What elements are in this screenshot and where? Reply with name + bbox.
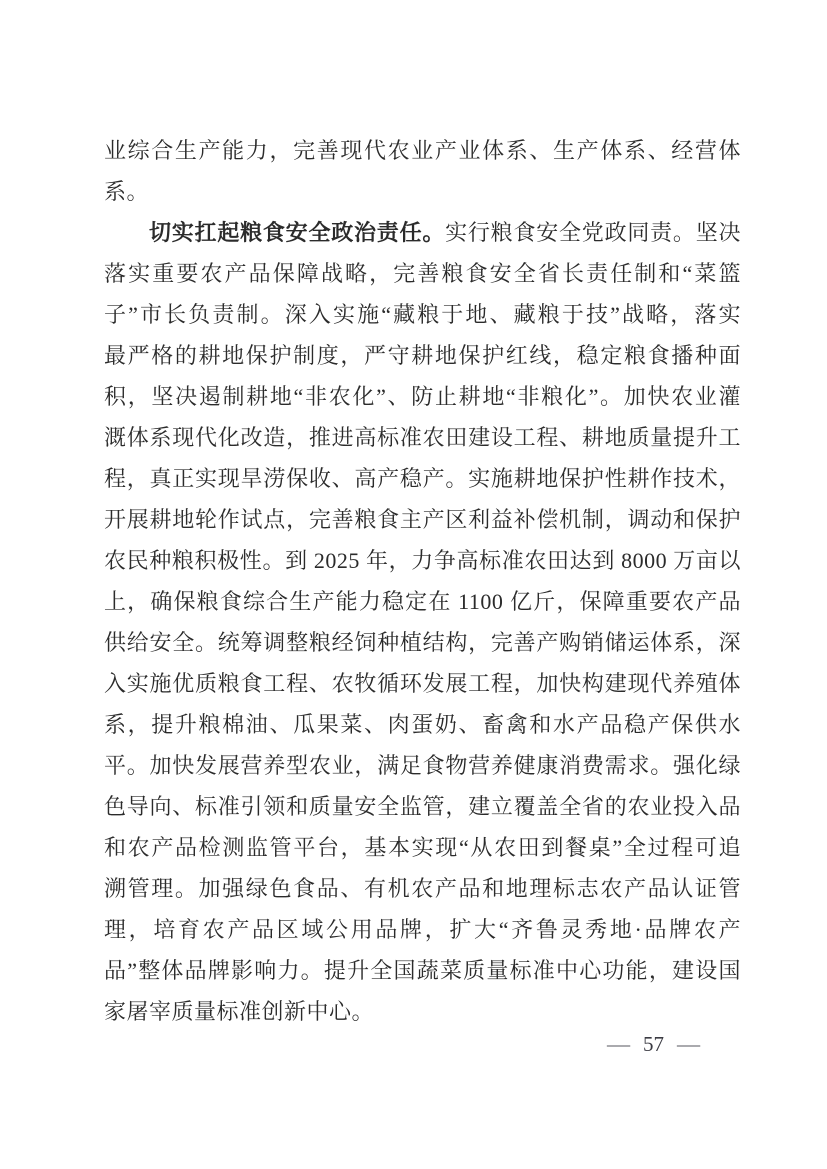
page-number: 57 <box>643 1032 664 1056</box>
body-line: 业综合生产能力，完善现代农业产业体系、生产体系、经营体 <box>104 138 741 163</box>
body-line: 开展耕地轮作试点，完善粮食主产区利益补偿机制，调动和保护 <box>104 507 741 532</box>
footer-right-dash: — <box>676 1032 701 1056</box>
body-line: 系。 <box>104 179 150 204</box>
body-line: 落实重要农产品保障战略，完善粮食安全省长责任制和“菜篮 <box>104 261 741 286</box>
body-line: 溉体系现代化改造，推进高标准农田建设工程、耕地质量提升工 <box>104 425 741 450</box>
paragraph-first-line <box>104 212 741 253</box>
paragraph-lead-rest: 实行粮食安全党政同责。坚决 <box>445 220 741 245</box>
body-line: 积，坚决遏制耕地“非农化”、防止耕地“非粮化”。加快农业灌 <box>104 384 741 409</box>
footer-left-dash: — <box>606 1032 631 1056</box>
body-line: 家屠宰质量标准创新中心。 <box>104 999 375 1024</box>
body-line: 供给安全。统筹调整粮经饲种植结构，完善产购销储运体系，深 <box>104 630 741 655</box>
document-body-text <box>104 130 741 1032</box>
body-line: 溯管理。加强绿色食品、有机农产品和地理标志农产品认证管 <box>104 876 741 901</box>
paragraph-lead-bold: 切实扛起粮食安全政治责任。 <box>149 220 446 245</box>
body-line: 最严格的耕地保护制度，严守耕地保护红线，稳定粮食播种面 <box>104 343 741 368</box>
body-line: 入实施优质粮食工程、农牧循环发展工程，加快构建现代养殖体 <box>104 671 741 696</box>
body-line: 品”整体品牌影响力。提升全国蔬菜质量标准中心功能，建设国 <box>104 958 741 983</box>
body-line: 农民种粮积极性。到 2025 年，力争高标准农田达到 8000 万亩以 <box>104 548 741 573</box>
body-line: 理，培育农产品区域公用品牌，扩大“齐鲁灵秀地·品牌农产 <box>104 917 741 942</box>
body-line: 平。加快发展营养型农业，满足食物营养健康消费需求。强化绿 <box>104 753 741 778</box>
body-line: 程，真正实现旱涝保收、高产稳产。实施耕地保护性耕作技术， <box>104 466 741 491</box>
body-line: 色导向、标准引领和质量安全监管，建立覆盖全省的农业投入品 <box>104 794 741 819</box>
body-line: 和农产品检测监管平台，基本实现“从农田到餐桌”全过程可追 <box>104 835 741 860</box>
body-line: 上，确保粮食综合生产能力稳定在 1100 亿斤，保障重要农产品 <box>104 589 741 614</box>
body-line: 系，提升粮棉油、瓜果菜、肉蛋奶、畜禽和水产品稳产保供水 <box>104 712 741 737</box>
body-line: 子”市长负责制。深入实施“藏粮于地、藏粮于技”战略，落实 <box>104 302 741 327</box>
page-number-footer <box>608 1032 699 1057</box>
